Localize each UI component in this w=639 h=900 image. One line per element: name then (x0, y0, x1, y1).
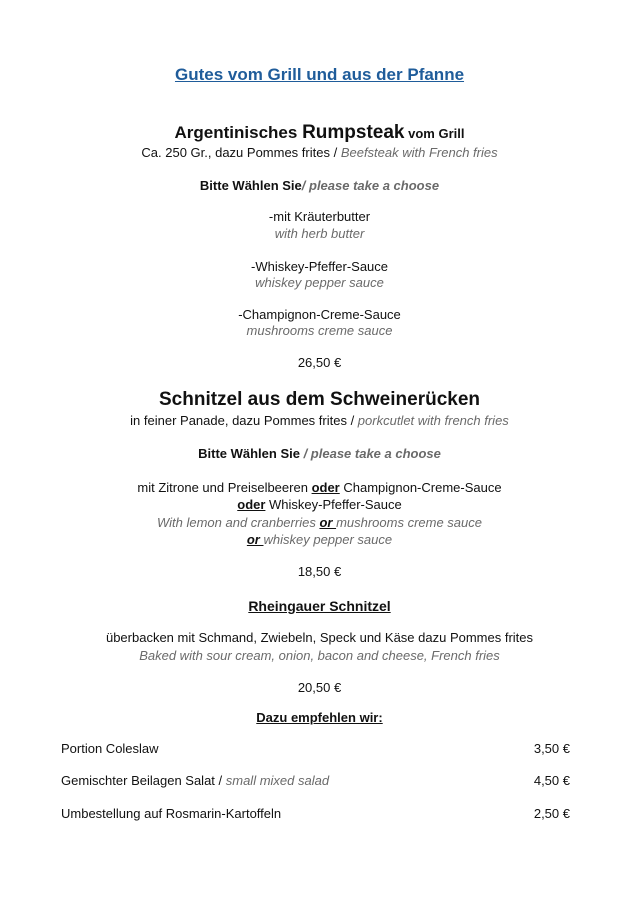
schnitzel-desc-en: porkcutlet with french fries (357, 413, 509, 428)
side-item-price: 3,50 € (533, 741, 570, 756)
rumpsteak-option-de: -Champignon-Creme-Sauce (238, 307, 401, 322)
side-item-price: 4,50 € (533, 773, 570, 788)
rumpsteak-title (0, 122, 639, 145)
side-item (61, 773, 570, 789)
side-item (61, 806, 570, 822)
rumpsteak-desc-de: Ca. 250 Gr., dazu Pommes frites / (141, 145, 341, 160)
rumpsteak-choose (0, 178, 639, 194)
rumpsteak-option-de: -mit Kräuterbutter (268, 209, 371, 224)
schnitzel-option-line3 (0, 515, 639, 531)
schnitzel-line3-b: mushrooms creme sauce (336, 515, 483, 530)
schnitzel-description (0, 413, 639, 429)
rheingauer-title: Rheingauer Schnitzel (248, 598, 391, 614)
rumpsteak-option-en: mushrooms creme sauce (246, 323, 393, 338)
schnitzel-choose-de: Bitte Wählen Sie (198, 446, 300, 461)
schnitzel-line1-b: Champignon-Creme-Sauce (339, 480, 502, 495)
page-title: Gutes vom Grill und aus der Pfanne (174, 65, 465, 84)
schnitzel-line1-or: oder (311, 480, 340, 495)
schnitzel-line1-a: mit Zitrone und Preiselbeeren (137, 480, 312, 495)
schnitzel-option-line2 (0, 497, 639, 513)
side-item-price: 2,50 € (533, 806, 570, 821)
rheingauer-desc-de: überbacken mit Schmand, Zwiebeln, Speck und Käse dazu Pommes frites (105, 630, 534, 645)
schnitzel-choose-en: / please take a choose (299, 446, 441, 461)
rumpsteak-title-part3: vom Grill (404, 126, 465, 141)
rumpsteak-option-en: whiskey pepper sauce (255, 275, 384, 290)
schnitzel-line2-b: Whiskey-Pfeffer-Sauce (265, 497, 402, 512)
schnitzel-desc-de: in feiner Panade, dazu Pommes frites / (130, 413, 358, 428)
schnitzel-option-line1 (0, 480, 639, 496)
rumpsteak-option-de: -Whiskey-Pfeffer-Sauce (250, 259, 389, 274)
schnitzel-choose (0, 446, 639, 462)
rheingauer-desc-en: Baked with sour cream, onion, bacon and cheese, French fries (139, 648, 500, 663)
schnitzel-line4-b: whiskey pepper sauce (263, 532, 393, 547)
schnitzel-line3-a: With lemon and cranberries (156, 515, 320, 530)
side-item-name: Umbestellung auf Rosmarin-Kartoffeln (61, 806, 282, 821)
side-item-name-en: small mixed salad (225, 773, 330, 788)
rumpsteak-description (0, 145, 639, 161)
sides-heading: Dazu empfehlen wir: (256, 710, 383, 725)
rumpsteak-price: 26,50 € (297, 355, 342, 370)
schnitzel-line3-or: or (319, 515, 337, 530)
rumpsteak-choose-en: / please take a choose (301, 178, 440, 193)
side-item-name: Gemischter Beilagen Salat / (61, 773, 226, 788)
schnitzel-line2-or: oder (237, 497, 266, 512)
schnitzel-price: 18,50 € (297, 564, 342, 579)
rumpsteak-desc-en: Beefsteak with French fries (340, 145, 498, 160)
rheingauer-price: 20,50 € (297, 680, 342, 695)
schnitzel-option-line4 (0, 532, 639, 548)
schnitzel-line4-or: or (246, 532, 264, 547)
side-item-name: Portion Coleslaw (61, 741, 159, 756)
rumpsteak-choose-de: Bitte Wählen Sie (199, 178, 302, 193)
side-item (61, 741, 570, 757)
rumpsteak-option-en: with herb butter (274, 226, 365, 241)
rumpsteak-title-part1: Argentinisches (174, 123, 303, 142)
rumpsteak-title-part2: Rumpsteak (302, 122, 405, 143)
schnitzel-title: Schnitzel aus dem Schweinerücken (159, 389, 480, 410)
